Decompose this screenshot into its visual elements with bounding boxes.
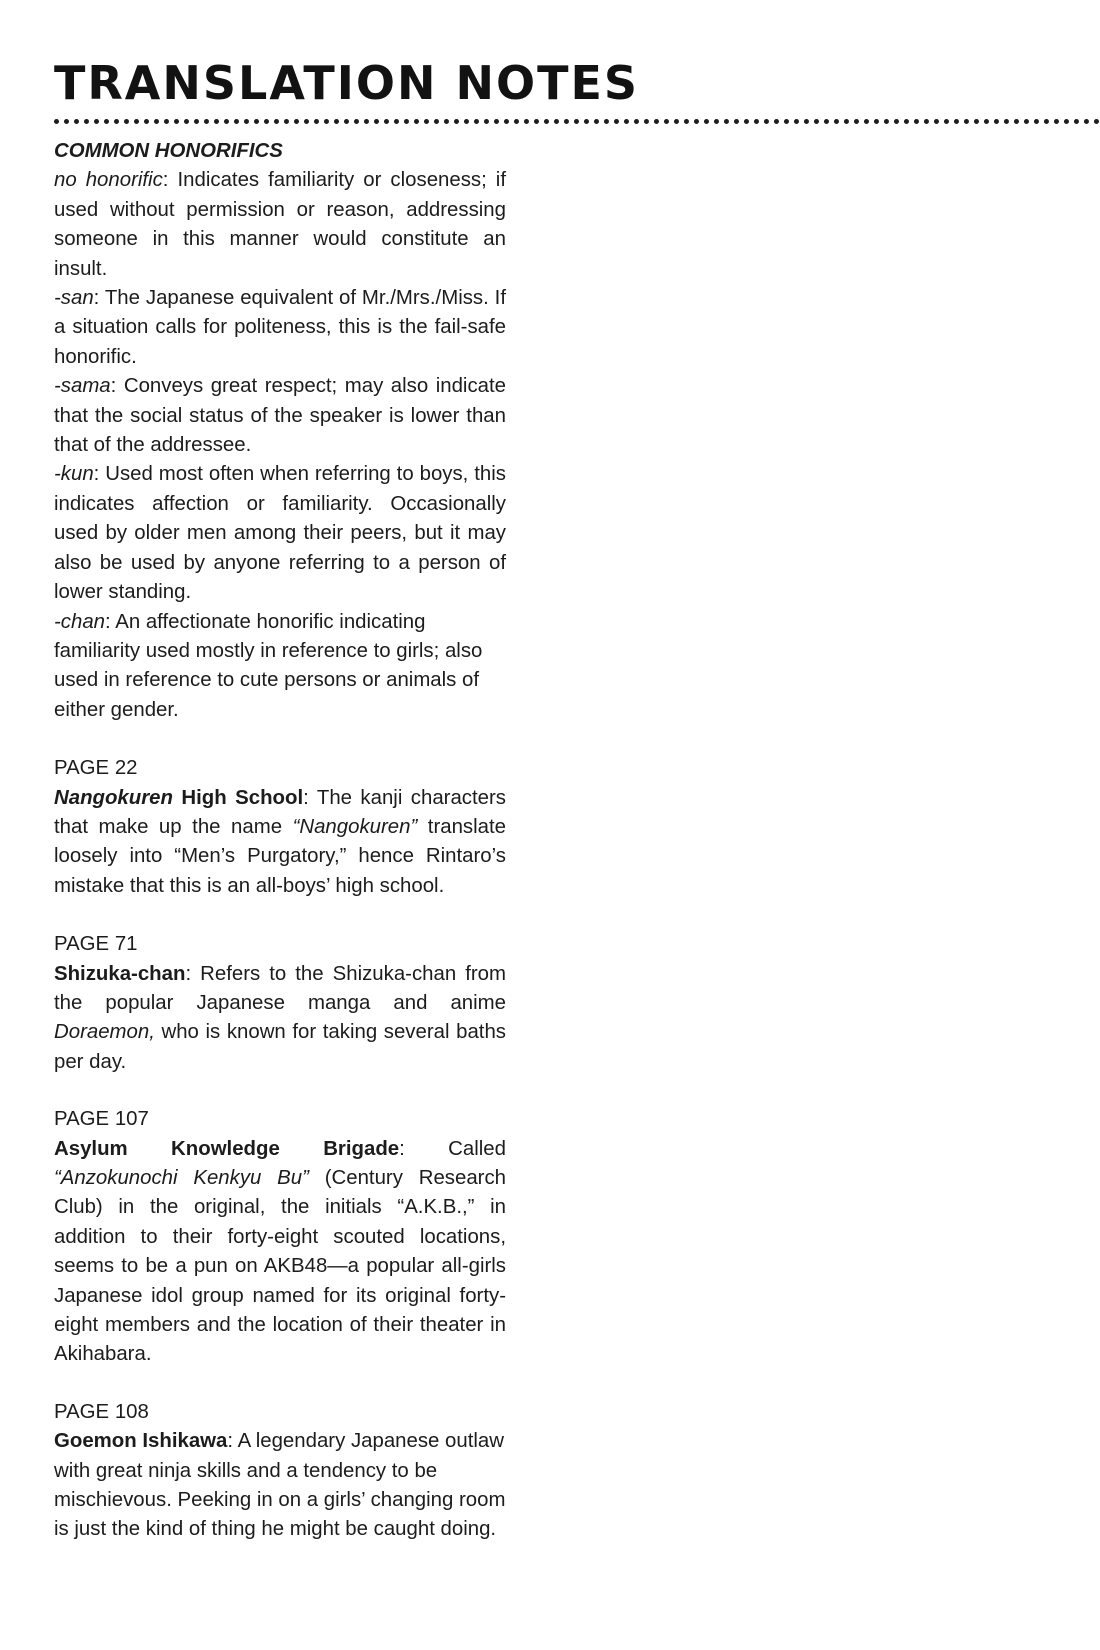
note-term: Goemon Ishikawa	[54, 1430, 228, 1453]
honorific-term: -sama	[54, 375, 111, 398]
note-body: (Century Research Club) in the original, the initials “A.K.B.,” in addition to their forty-eight scouted locations, seems to be a pun on AKB48—a popular all-girls Japanese idol group named for its original forty-eight members and the location of their theater in Akihabara.	[54, 1167, 506, 1366]
note-text	[54, 960, 506, 1078]
note-term: Nangokuren	[54, 786, 173, 809]
honorific-entry	[54, 460, 506, 607]
note-page-71	[54, 930, 506, 1077]
note-italic: “Nangokuren”	[292, 815, 418, 838]
honorific-entry	[54, 166, 506, 284]
note-body: : The kanji characters that make up the name	[54, 786, 506, 838]
note-italic: Doraemon,	[54, 1021, 155, 1044]
honorific-definition: : Used most often when referring to boys, this indicates affection or familiarity. Occasionally used by older men among their peers, but it may also be used by anyone referring to a person of lower standing.	[54, 463, 506, 604]
note-body: translate loosely into “Men’s Purgatory,” hence Rintaro’s mistake that this is an all-boys’ high school.	[54, 815, 507, 897]
dotted-divider	[54, 119, 1100, 124]
note-text	[54, 1135, 506, 1370]
honorific-definition: : An affectionate honorific indicating familiarity used mostly in reference to girls; also used in reference to cute persons or animals of either gender.	[54, 610, 483, 721]
note-body: who is known for taking several baths per day.	[54, 1021, 506, 1073]
honorific-term: -kun	[54, 463, 94, 486]
section-heading: COMMON HONORIFICS	[54, 140, 283, 162]
page-label: PAGE 71	[54, 933, 138, 956]
page-label: PAGE 22	[54, 757, 138, 780]
note-body: : A legendary Japanese outlaw with great ninja skills and a tendency to be mischievous. Peeking in on a girls’ changing room is just the kind of thing he might be caught doing.	[54, 1430, 506, 1541]
page-title: TRANSLATION NOTES	[54, 56, 640, 110]
honorific-entry	[54, 608, 506, 726]
note-page-22	[54, 754, 506, 901]
notes-column	[54, 137, 506, 1545]
honorific-definition: : The Japanese equivalent of Mr./Mrs./Miss. If a situation calls for politeness, this is the fail-safe honorific.	[54, 287, 506, 368]
honorific-entry	[54, 372, 506, 460]
honorific-term: no honorific	[54, 169, 163, 192]
note-italic: “Anzokunochi Kenkyu Bu”	[54, 1167, 309, 1189]
honorifics-section	[54, 137, 506, 725]
note-term: Asylum Knowledge Brigade	[54, 1137, 400, 1160]
note-page-107	[54, 1105, 506, 1370]
honorific-entry	[54, 284, 506, 372]
honorific-term: -chan	[54, 610, 106, 633]
honorific-definition: : Conveys great respect; may also indicate that the social status of the speaker is lower than that of the addressee.	[54, 375, 506, 457]
honorific-term: -san	[54, 287, 94, 310]
note-term: Shizuka-chan	[54, 962, 186, 985]
note-text	[54, 784, 506, 902]
note-body: : Refers to the Shizuka-chan from the popular Japanese manga and anime	[54, 962, 506, 1014]
honorific-definition: : Indicates familiarity or closeness; if used without permission or reason, addressing someone in this manner would constitute an insult.	[54, 169, 507, 280]
note-term-rest: High School	[172, 786, 304, 809]
note-page-108	[54, 1398, 506, 1545]
note-body: : Called	[399, 1137, 506, 1160]
page-label: PAGE 107	[54, 1108, 149, 1131]
note-text	[54, 1427, 506, 1545]
page-label: PAGE 108	[54, 1400, 149, 1423]
